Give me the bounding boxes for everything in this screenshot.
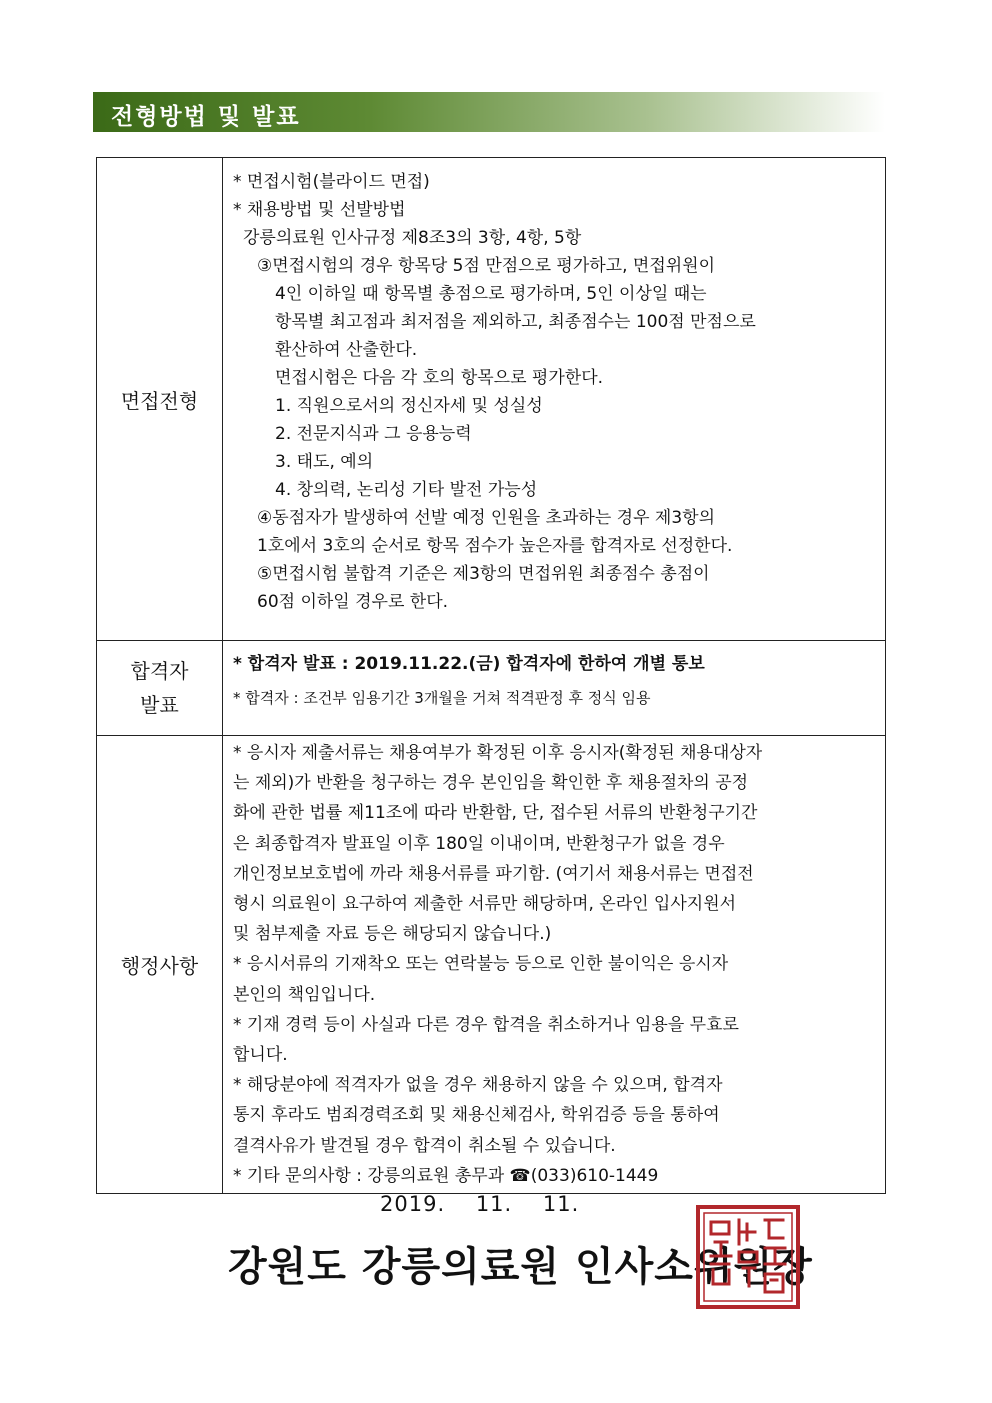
section-title: 전형방법 및 발표 [111, 104, 301, 130]
info-table [96, 157, 886, 1194]
admin-line: * 해당분야에 적격자가 없을 경우 채용하지 않을 수 있으며, 합격자 [233, 1075, 723, 1096]
interview-label: 면접전형 [97, 158, 223, 641]
interview-line: 환산하여 산출한다. [275, 340, 418, 360]
interview-line: ④동점자가 발생하여 선발 예정 인원을 초과하는 경우 제3항의 [257, 508, 716, 528]
interview-line: * 채용방법 및 선발방법 [233, 200, 406, 220]
table-row-interview [97, 158, 886, 641]
interview-line: 1. 직원으로서의 정신자세 및 성실성 [275, 396, 543, 416]
admin-line: * 기타 문의사항 : 강릉의료원 총무과 ☎(033)610-1449 [233, 1165, 659, 1186]
interview-line: ⑤면접시험 불합격 기준은 제3항의 면접위원 최종점수 총점이 [257, 564, 710, 584]
admin-line: 는 제외)가 반환을 청구하는 경우 본인임을 확인한 후 채용절차의 공정 [233, 773, 749, 794]
interview-line: 강릉의료원 인사규정 제8조3의 3항, 4항, 5항 [243, 228, 582, 248]
admin-line: 합니다. [233, 1045, 288, 1066]
document-date: 2019. 11. 11. [380, 1192, 580, 1216]
admin-line: * 응시서류의 기재착오 또는 연락불능 등으로 인한 불이익은 응시자 [233, 954, 729, 975]
admin-line: 은 최종합격자 발표일 이후 180일 이내이며, 반환청구가 없을 경우 [233, 833, 725, 854]
signer-title: 강원도 강릉의료원 인사소위원장 [228, 1244, 813, 1290]
admin-line: * 응시자 제출서류는 채용여부가 확정된 이후 응시자(확정된 채용대상자 [233, 743, 763, 763]
interview-line: 4인 이하일 때 항목별 총점으로 평가하며, 5인 이상일 때는 [275, 284, 707, 304]
result-label [97, 641, 223, 736]
admin-line: 화에 관한 법률 제11조에 따라 반환함, 단, 접수된 서류의 반환청구기간 [233, 803, 758, 824]
admin-line: * 기재 경력 등이 사실과 다른 경우 합격을 취소하거나 임용을 무효로 [233, 1014, 739, 1035]
result-announce: * 합격자 발표 : 2019.11.22.(금) 합격자에 한하여 개별 통보 [233, 654, 705, 674]
result-content [223, 641, 886, 736]
interview-line: * 면접시험(블라이드 면접) [233, 172, 430, 192]
admin-label: 행정사항 [97, 736, 223, 1194]
admin-content [223, 736, 886, 1194]
result-label-line1: 합격자 [130, 659, 189, 683]
interview-content [223, 158, 886, 641]
admin-line: 개인정보보호법에 까라 채용서류를 파기함. (여기서 채용서류는 면접전 [233, 863, 754, 884]
admin-line: 결격사유가 발견될 경우 합격이 취소될 수 있습니다. [233, 1135, 616, 1156]
admin-line: 형시 의료원이 요구하여 제출한 서류만 해당하며, 온라인 입사지원서 [233, 894, 737, 915]
section-header-bar [93, 92, 885, 132]
result-note: * 합격자 : 조건부 임용기간 3개월을 거쳐 적격판정 후 정식 임용 [233, 689, 651, 707]
interview-line: 2. 전문지식과 그 응용능력 [275, 424, 472, 444]
admin-line: 본인의 책임입니다. [233, 984, 376, 1005]
interview-line: 1호에서 3호의 순서로 항목 점수가 높은자를 합격자로 선정한다. [257, 536, 733, 556]
interview-line: 항목별 최고점과 최저점을 제외하고, 최종점수는 100점 만점으로 [275, 312, 756, 332]
interview-line: 60점 이하일 경우로 한다. [257, 592, 449, 612]
result-label-line2: 발표 [140, 693, 179, 717]
admin-line: 통지 후라도 범죄경력조회 및 채용신체검사, 학위검증 등을 통하여 [233, 1105, 720, 1126]
interview-line: 3. 태도, 예의 [275, 452, 374, 472]
admin-line: 및 첨부제출 자료 등은 해당되지 않습니다.) [233, 924, 552, 945]
interview-line: 면접시험은 다음 각 호의 항목으로 평가한다. [275, 368, 604, 388]
official-seal-icon [695, 1204, 801, 1310]
table-row-admin [97, 736, 886, 1194]
table-row-result [97, 641, 886, 736]
interview-line: ③면접시험의 경우 항목당 5점 만점으로 평가하고, 면접위원이 [257, 256, 716, 276]
interview-line: 4. 창의력, 논리성 기타 발전 가능성 [275, 480, 538, 500]
